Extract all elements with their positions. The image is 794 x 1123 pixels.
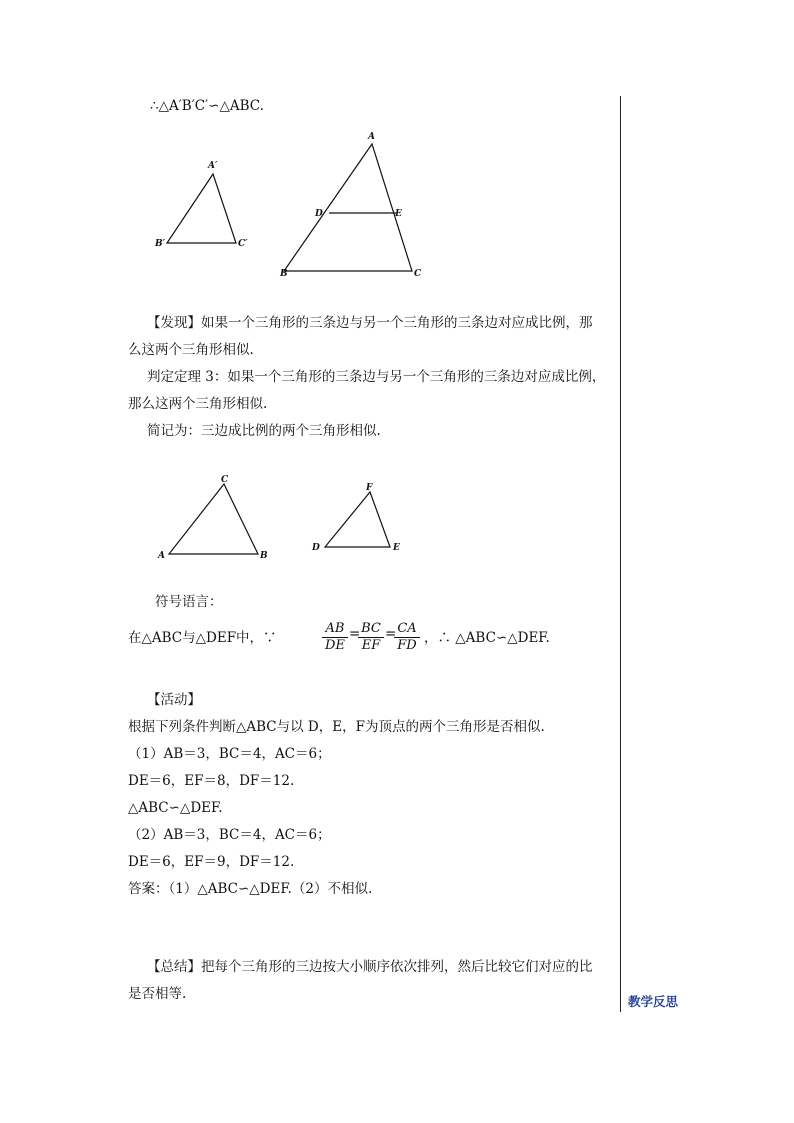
theorem-line-1: 判定定理 3：如果一个三角形的三条边与另一个三角形的三条边对应成比例，: [147, 369, 606, 385]
label-b: B: [280, 269, 288, 279]
label-c-prime: C′: [238, 239, 248, 249]
label-b-prime: B′: [155, 239, 165, 249]
triangle-abc: [169, 484, 258, 554]
conclusion-line: ∴△A′B′C′∽△ABC.: [150, 98, 264, 114]
condition-2-def: DE＝6，EF＝9，DF＝12.: [128, 854, 295, 870]
label-d: D: [312, 543, 320, 553]
figure-similar-triangles-2: [150, 470, 410, 565]
margin-divider: [620, 96, 621, 1012]
equals-sign: =: [385, 626, 397, 642]
label-a: A: [158, 551, 165, 561]
label-c: C: [414, 269, 422, 279]
label-a: A: [368, 132, 375, 142]
theorem-line-2: 那么这两个三角形相似.: [128, 396, 268, 412]
summary-line-1: 【总结】把每个三角形的三边按大小顺序依次排列，然后比较它们对应的比: [147, 959, 593, 975]
short-statement: 简记为：三边成比例的两个三角形相似.: [147, 423, 381, 439]
fraction-numerator: AB: [322, 621, 348, 638]
fraction-bc-ef: [358, 621, 384, 654]
summary-line-2: 是否相等.: [128, 986, 187, 1002]
fraction-denominator: FD: [397, 638, 417, 653]
label-a-prime: A′: [208, 161, 218, 171]
condition-1-abc: （1）AB＝3，BC＝4，AC＝6；: [128, 746, 331, 762]
discover-line-2: 么这两个三角形相似.: [128, 342, 254, 358]
condition-1-def: DE＝6，EF＝8，DF＝12.: [128, 773, 295, 789]
label-e: E: [393, 543, 400, 553]
fraction-denominator: EF: [361, 638, 381, 653]
discover-line-1: 【发现】如果一个三角形的三条边与另一个三角形的三条边对应成比例，那: [147, 315, 593, 331]
condition-1-result: △ABC∽△DEF.: [128, 800, 223, 816]
fraction-numerator: BC: [358, 621, 384, 638]
activity-intro: 根据下列条件判断△ABC与以 D，E，F为顶点的两个三角形是否相似.: [128, 719, 545, 735]
equals-sign: =: [349, 626, 361, 642]
fraction-numerator: CA: [394, 621, 420, 638]
teaching-reflection-label: 教学反思: [628, 994, 679, 1009]
symbol-prefix: 在△ABC与△DEF中，∵: [128, 630, 277, 646]
label-f: F: [366, 483, 373, 493]
triangle-a1b1c1: [167, 174, 236, 243]
label-c: C: [221, 475, 229, 485]
label-b: B: [260, 551, 268, 561]
triangle-abc-large: [284, 144, 412, 271]
label-d: D: [315, 209, 323, 219]
activity-title: 【活动】: [147, 692, 201, 708]
condition-2-abc: （2）AB＝3，BC＝4，AC＝6；: [128, 827, 331, 843]
label-e: E: [395, 209, 402, 219]
fraction-denominator: DE: [325, 638, 345, 653]
symbol-suffix: ，∴ △ABC∽△DEF.: [424, 630, 550, 646]
figure-similar-triangles-1: [150, 125, 440, 285]
triangle-def: [325, 492, 390, 547]
fraction-ca-fd: [394, 621, 420, 654]
symbol-language-label: 符号语言：: [155, 594, 223, 610]
fraction-ab-de: [322, 621, 348, 654]
activity-answer: 答案：（1）△ABC∽△DEF.（2）不相似.: [128, 881, 373, 897]
